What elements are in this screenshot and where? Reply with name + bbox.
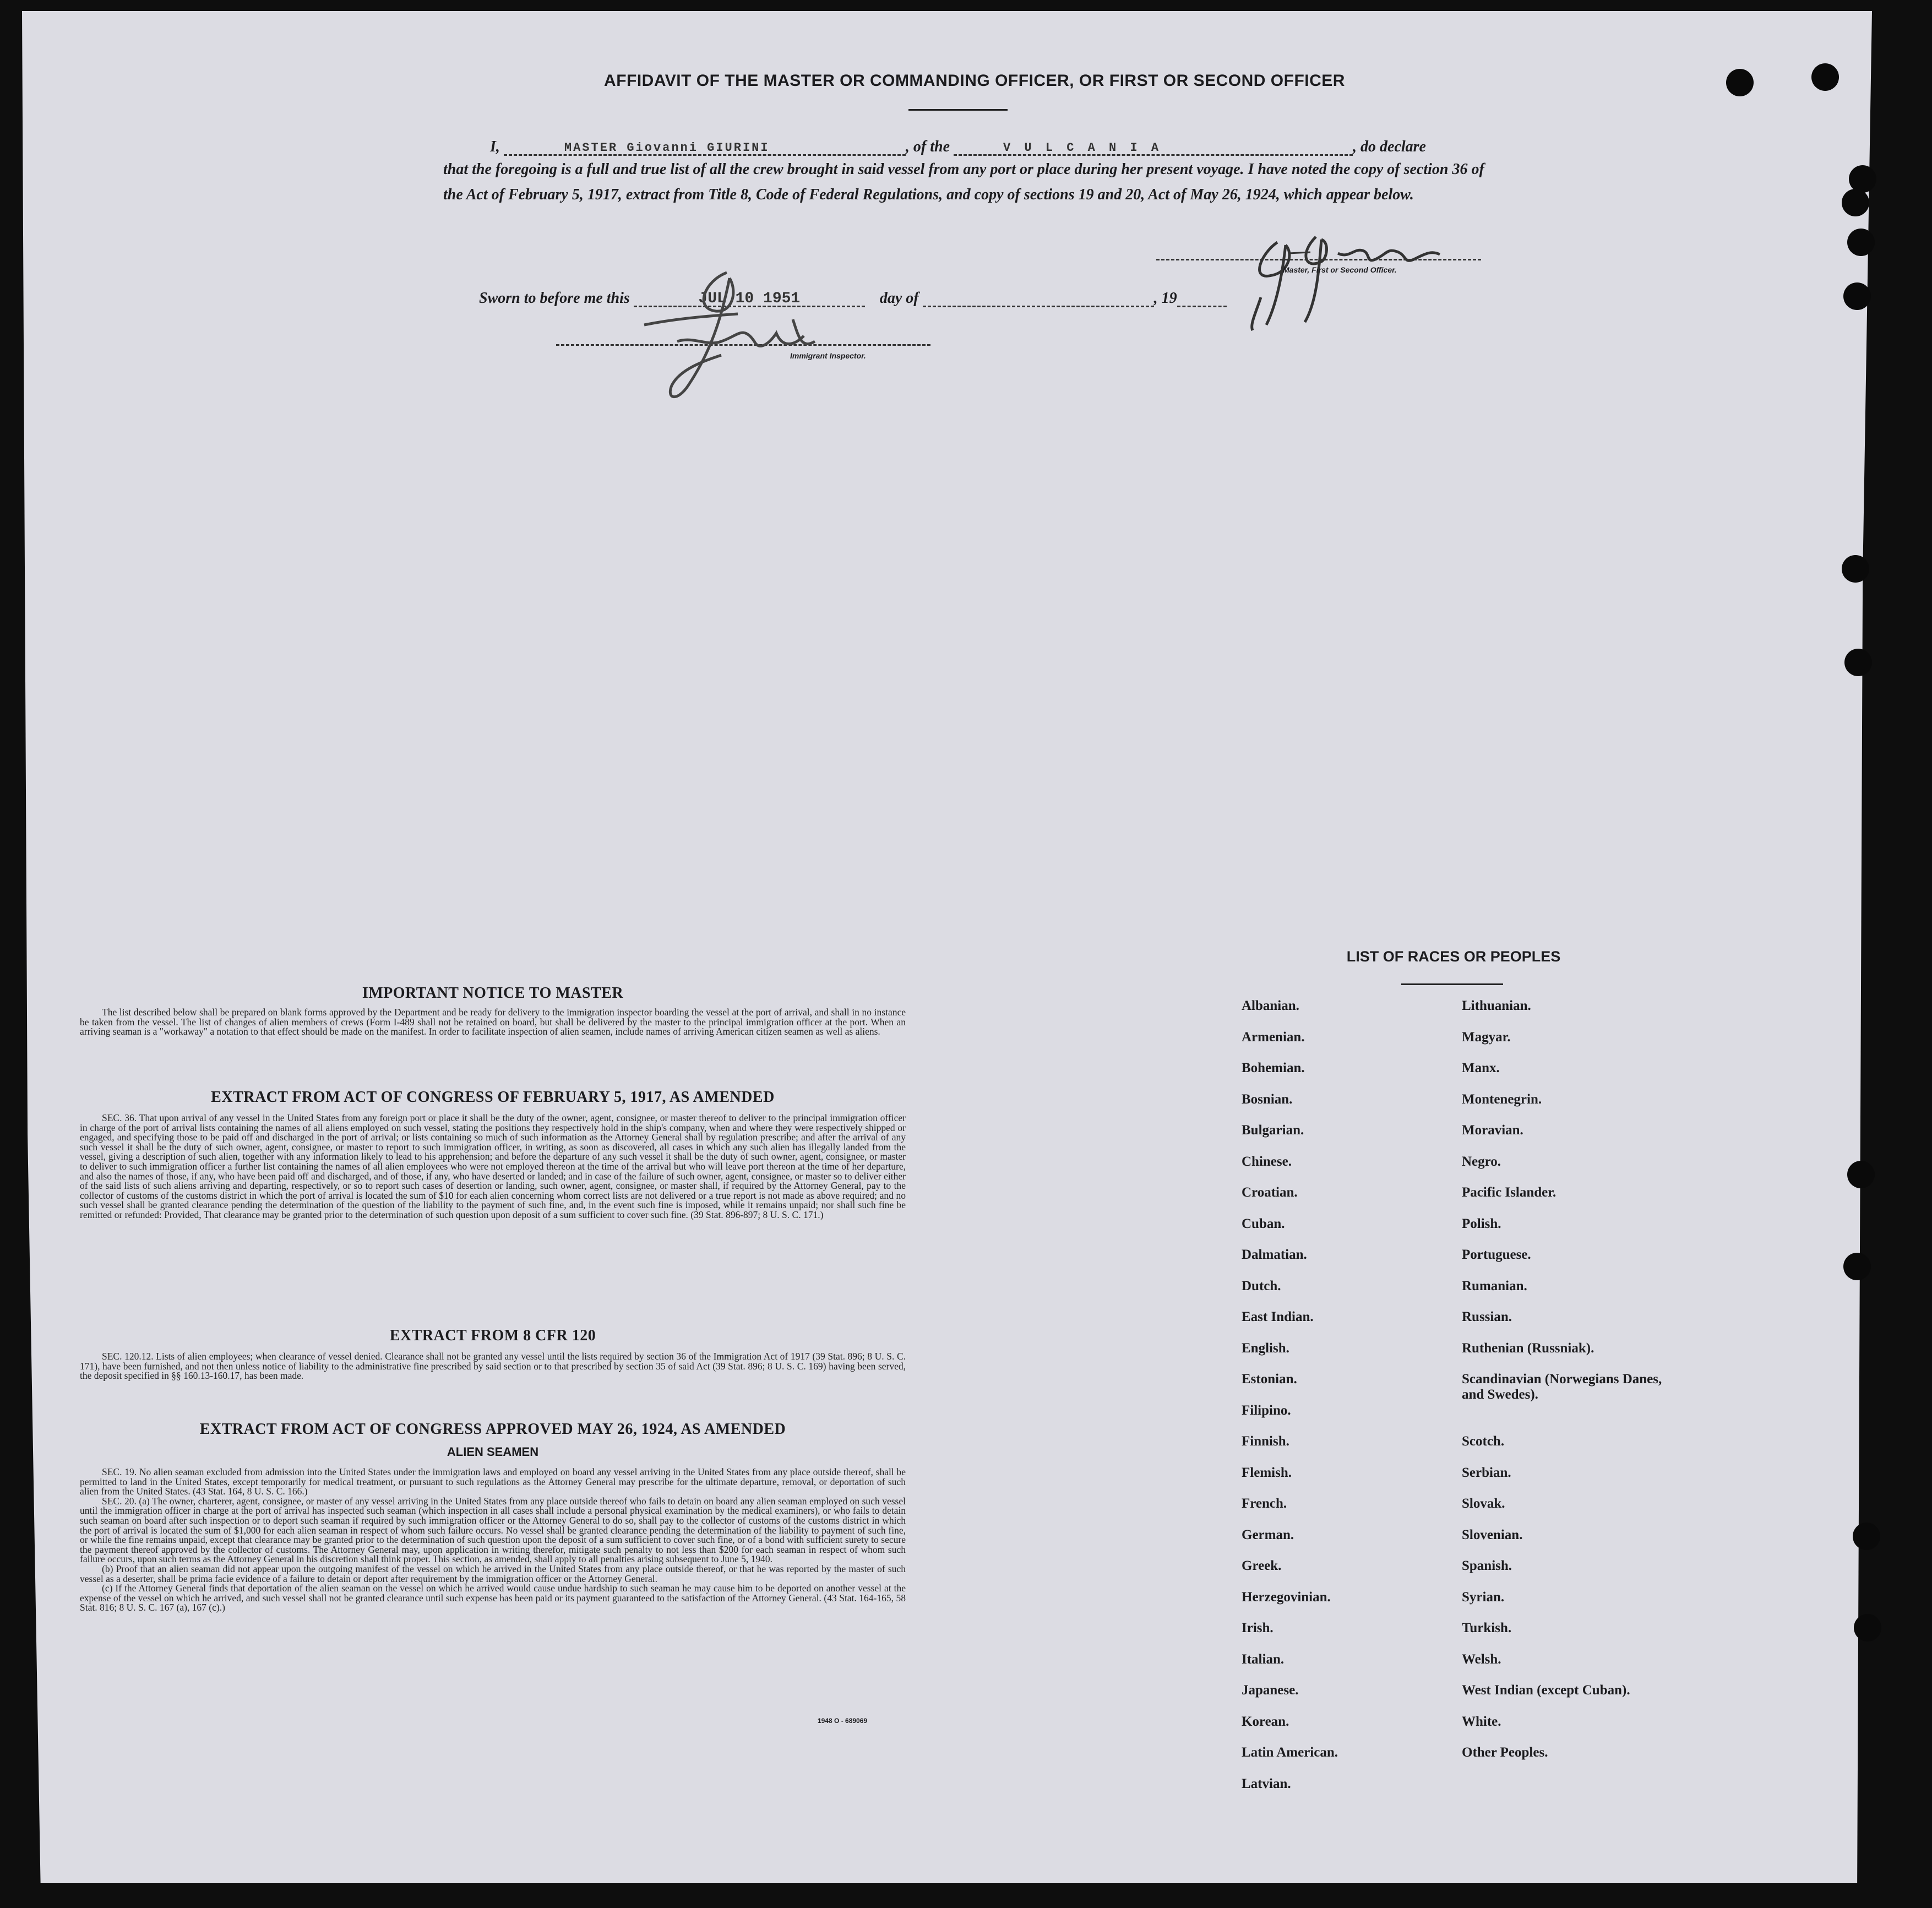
punch-hole — [1811, 63, 1839, 91]
race-item: Manx. — [1462, 1061, 1500, 1075]
master-name-field — [504, 138, 906, 156]
race-item: Welsh. — [1462, 1651, 1501, 1667]
section-19-paragraph: SEC. 19. No alien seaman excluded from admission into the United States under the immigration laws and employed on board any vessel arriving in the United States from any place outside thereof, shall be permitted to land in the United States, except temporarily for medical treatment, or pursuant to such regulations as the Attorney General may prescribe for the ultimate departure, removal, or deportation of such alien from the United States. (43 Stat. 164, 8 U. S. C. 166.) — [80, 1466, 906, 1497]
section-20a-paragraph: SEC. 20. (a) The owner, charterer, agent, consignee, or master of any vessel arriving in the United States from any place outside thereof who fails to detain on board any alien seaman employed on such vessel until the immigration officer in charge at the port of arrival has inspected such seaman (which inspection in all cases shall include a personal physical examination by the medical examiners), or who fails to detain such seaman on board after such inspection or to deport such seaman if required by such immigration officer or the Attorney General to do so, shall pay to the collector of customs of the customs district in which the port of arrival is located the sum of $1,000 for each alien seaman in respect of whom such failure occurs. No vessel shall be granted clearance pending the determination of the liability to payment of such fine, or while the fine remains unpaid, except that clearance may be granted prior to the determination of such question upon the deposit of a sum sufficient to cover such fine, or of a bond with sufficient surety to secure the payment thereof approved by the collector of customs. The Attorney General may, upon application in writing therefor, mitigate such penalty to not less than $200 for each seaman in respect of whom such failure occurs, upon such terms as the Attorney General in his discretion shall think proper. This section, as amended, shall apply to all penalties arising subsequent to June 5, 1940. — [80, 1495, 906, 1565]
month-field — [923, 289, 1154, 307]
race-item: Dalmatian. — [1242, 1247, 1307, 1262]
punch-hole — [1853, 1523, 1880, 1550]
affidavit-paragraph: that the foregoing is a full and true list of all the crew brought in said vessel from any port or place during her present voyage. I have noted the copy of section 36 of the Act of February 5, 1917, extract from Title 8, Code of Federal Regulations, and copy of sections 19 and 20, Act of May 26, 1924, which appear below. — [443, 161, 1484, 203]
race-item: Serbian. — [1462, 1465, 1511, 1480]
inspector-caption: Immigrant Inspector. — [790, 351, 866, 360]
race-item: Turkish. — [1462, 1621, 1512, 1635]
race-item: Chinese. — [1242, 1154, 1292, 1169]
race-item: Irish. — [1242, 1621, 1274, 1635]
race-item: Russian. — [1462, 1309, 1512, 1324]
date-stamp: JUL 10 1951 — [698, 290, 801, 307]
race-item: Cuban. — [1242, 1216, 1285, 1231]
section-36-paragraph: SEC. 36. That upon arrival of any vessel in the United States from any foreign port or place it shall be the duty of the owner, agent, consignee, or master thereof to deliver to the principal immigration officer in charge of the port of arrival lists containing the names of all aliens employed on such vessel, stating the positions they respectively hold in the ship's company, when and where they were respectively shipped or engaged, and specifying those to be paid off and discharged in the port of arrival; or lists containing so much of such information as the Attorney General shall by regulation prescribe; and after the arrival of any such vessel it shall be the duty of such owner, agent, consignee, or master to report to such immigration officer, in writing, as soon as discovered, all cases in which any such alien has illegally landed from the vessel, giving a description of such alien, together with any information likely to lead to his apprehension; and before the departure of any such vessel it shall be the duty of such owner, agent, consignee, or master to deliver to such immigration officer a further list containing the names of all alien employees who were not employed thereon at the time of the arrival but who will leave port thereon at the time of her departure, and also the names of those, if any, who have been paid off and discharged, and of those, if any, who have deserted or landed; and in case of the failure of such owner, agent, consignee, or master so to deliver either of the said lists of such aliens arriving and departing, respectively, or so to report such cases of desertion or landing, such owner, agent, consignee, or master shall, if required by the Attorney General, pay to the collector of customs of the customs district in which the port of arrival is located the sum of $10 for each alien concerning whom correct lists are not delivered or a true report is not made as above required; and no such vessel shall be granted clearance pending the determination of the question of the liability to the payment of such fine, and, in the event such fine is imposed, while it remains unpaid; nor shall such fine be remitted or refunded: Provided, That clearance may be granted prior to the determination of such question upon deposit of a sum sufficient to cover such fine. (39 Stat. 896-897; 8 U. S. C. 171.) — [80, 1112, 906, 1220]
race-item: Japanese. — [1242, 1683, 1299, 1698]
section-20c-paragraph: (c) If the Attorney General finds that deportation of the alien seaman on the vessel on which he arrived would cause undue hardship to such seaman he may cause him to be deported on another vessel at the expense of the vessel on which he arrived, and such vessel shall not be granted clearance until such expense has been paid or its payment guaranteed to the satisfaction of the Attorney General. (43 Stat. 164-165, 58 Stat. 816; 8 U. S. C. 167 (a), 167 (c).) — [80, 1583, 906, 1613]
affidavit-title: AFFIDAVIT OF THE MASTER OR COMMANDING OFFICER, OR FIRST OR SECOND OFFICER — [604, 72, 1345, 90]
declare-label: , do declare — [1353, 138, 1426, 155]
punch-hole — [1842, 189, 1869, 216]
race-item: Negro. — [1462, 1154, 1501, 1169]
affidavit-line-1 — [490, 138, 1492, 156]
race-item: Bohemian. — [1242, 1061, 1305, 1075]
races-title: LIST OF RACES OR PEOPLES — [1346, 948, 1561, 965]
notice-text — [80, 1008, 906, 1037]
vessel-name-field — [954, 138, 1353, 156]
punch-hole — [1844, 649, 1872, 676]
extract-1924-text — [80, 1467, 906, 1613]
extract-1917-text — [80, 1113, 906, 1220]
punch-hole — [1847, 229, 1875, 256]
races-list — [1242, 998, 1737, 1807]
race-item: Herzegovinian. — [1242, 1589, 1331, 1605]
race-item: Bulgarian. — [1242, 1123, 1304, 1138]
race-item: Syrian. — [1462, 1589, 1505, 1605]
title-rule — [908, 109, 1008, 111]
race-item: Spanish. — [1462, 1558, 1512, 1573]
punch-hole — [1847, 1161, 1875, 1188]
year-field — [1177, 289, 1227, 307]
race-item: Latin American. — [1242, 1745, 1338, 1760]
vessel-name: V U L C A N I A — [1003, 141, 1162, 155]
race-item: Bosnian. — [1242, 1091, 1293, 1107]
race-item: Croatian. — [1242, 1185, 1298, 1200]
race-item: Magyar. — [1462, 1029, 1511, 1045]
race-item: Flemish. — [1242, 1465, 1292, 1480]
race-item: Lithuanian. — [1462, 998, 1531, 1013]
race-item: Pacific Islander. — [1462, 1185, 1557, 1200]
race-item: Montenegrin. — [1462, 1091, 1542, 1107]
punch-hole — [1843, 282, 1871, 310]
section-120-paragraph: SEC. 120.12. Lists of alien employees; when clearance of vessel denied. Clearance shall not be granted any vessel until the lists required by section 36 of the Immigration Act of 1917 (39 Stat. 896; 8 U. S. C. 171), have been furnished, and not then unless notice of liability to the administrative fine prescribed by said section or to that prescribed by section 35 of said Act (39 Stat. 896; 8 U. S. C. 169) having been served, the deposit specified in §§ 160.13-160.17, has been made. — [80, 1351, 906, 1382]
punch-hole — [1842, 555, 1869, 583]
race-item: Finnish. — [1242, 1434, 1289, 1449]
race-item: Polish. — [1462, 1216, 1501, 1231]
race-item: Ruthenian (Russniak). — [1462, 1340, 1594, 1356]
master-name: MASTER Giovanni GIURINI — [564, 141, 770, 155]
extract-1924-title: EXTRACT FROM ACT OF CONGRESS APPROVED MAY 26, 1924, AS AMENDED — [199, 1421, 786, 1438]
race-item: West Indian (except Cuban). — [1462, 1683, 1630, 1698]
year-label: , 19 — [1153, 290, 1177, 307]
section-20b-paragraph: (b) Proof that an alien seaman did not appear upon the outgoing manifest of the vessel on which he arrived in the United States from any place outside thereof, or that he was reported by the master of such vessel as a deserter, shall be prima facie evidence of a failure to detain or deport after requirement by the immigration officer or the Attorney General. — [80, 1563, 906, 1584]
day-of-label: day of — [879, 290, 919, 307]
race-item: Albanian. — [1242, 998, 1299, 1013]
race-item: Korean. — [1242, 1714, 1289, 1729]
sworn-line — [479, 289, 1228, 307]
extract-cfr-title: EXTRACT FROM 8 CFR 120 — [389, 1327, 596, 1344]
print-code: 1948 O - 689069 — [818, 1717, 868, 1725]
race-item: East Indian. — [1242, 1309, 1314, 1324]
race-item: Other Peoples. — [1462, 1745, 1548, 1760]
extract-cfr-text — [80, 1352, 906, 1381]
vessel-label: , of the — [905, 138, 950, 155]
declarant-prefix: I, — [490, 138, 500, 155]
signature-caption: Master, First or Second Officer. — [1283, 265, 1397, 274]
race-item: Italian. — [1242, 1651, 1285, 1667]
race-item: Latvian. — [1242, 1776, 1291, 1791]
master-signature — [1239, 220, 1470, 330]
punch-hole — [1843, 1253, 1871, 1280]
race-item: Portuguese. — [1462, 1247, 1531, 1262]
race-item: Greek. — [1242, 1558, 1282, 1573]
race-item: Moravian. — [1462, 1123, 1523, 1138]
race-item: German. — [1242, 1527, 1294, 1542]
notice-paragraph: The list described below shall be prepared on blank forms approved by the Department and be ready for delivery to the immigration inspector boarding the vessel at the port of arrival, and shall in no instance be taken from the vessel. The list of changes of alien members of crews (Form I-489 shall not be retained on board, but shall be delivered by the master to the principal immigration officer at the port. When an arriving seaman is a "workaway" a notation to that effect should be made on the manifest. In order to facilitate inspection of alien seamen, include names of arriving American citizen seamen as well as aliens. — [80, 1007, 906, 1037]
extract-1917-title: EXTRACT FROM ACT OF CONGRESS OF FEBRUARY 5, 1917, AS AMENDED — [211, 1089, 775, 1106]
race-item: Filipino. — [1242, 1403, 1291, 1418]
race-item: Scandinavian (Norwegians Danes, and Swedes). — [1462, 1372, 1662, 1402]
inspector-signature — [611, 259, 842, 407]
race-item — [1462, 1776, 1737, 1808]
race-item: Estonian. — [1242, 1372, 1297, 1387]
race-item: Dutch. — [1242, 1278, 1281, 1293]
punch-hole — [1726, 69, 1754, 96]
notice-title: IMPORTANT NOTICE TO MASTER — [362, 985, 624, 1002]
alien-seamen-subtitle: ALIEN SEAMEN — [447, 1445, 539, 1459]
race-item: Slovenian. — [1462, 1527, 1523, 1542]
race-item: French. — [1242, 1496, 1287, 1511]
race-item — [1462, 1403, 1737, 1434]
race-item: Slovak. — [1462, 1496, 1505, 1511]
race-item: English. — [1242, 1340, 1289, 1356]
race-item: Rumanian. — [1462, 1278, 1527, 1293]
races-title-rule — [1401, 983, 1503, 985]
sworn-prefix: Sworn to before me this — [479, 290, 630, 307]
punch-hole — [1854, 1614, 1881, 1641]
race-item: Armenian. — [1242, 1029, 1305, 1045]
race-item: White. — [1462, 1714, 1501, 1729]
race-item: Scotch. — [1462, 1434, 1505, 1449]
